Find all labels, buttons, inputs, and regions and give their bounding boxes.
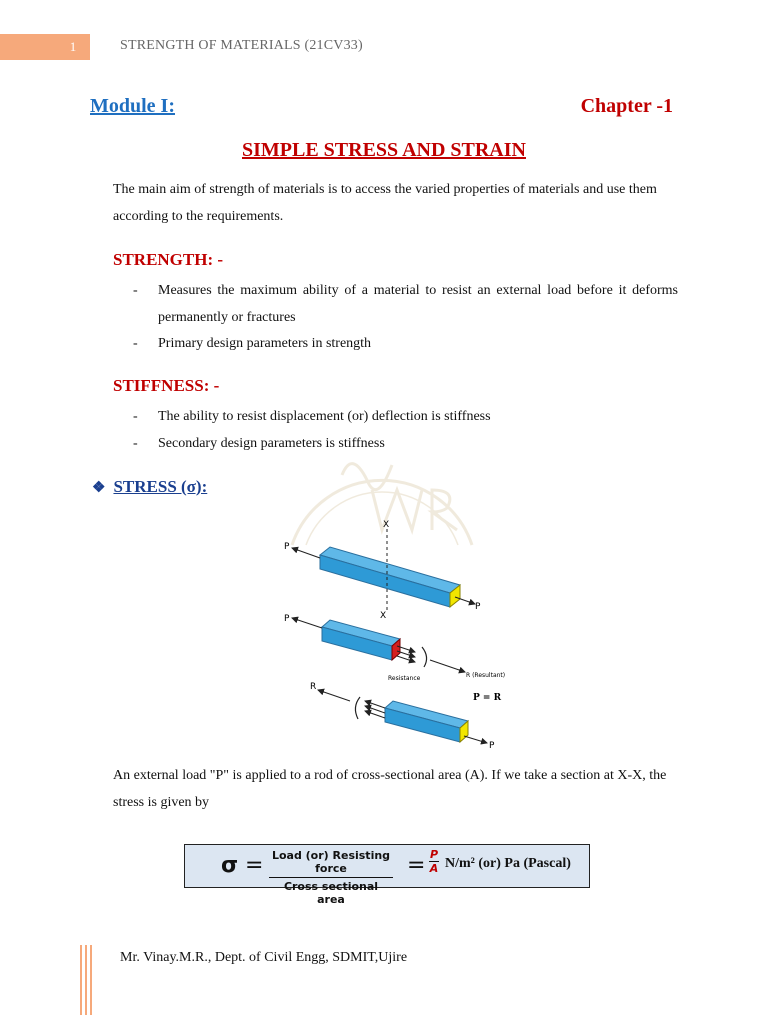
running-header: STRENGTH OF MATERIALS (21CV33) [120, 38, 363, 53]
formula-a: A [429, 862, 439, 875]
page-number: 1 [69, 39, 77, 54]
load-label-p4: P [489, 741, 495, 751]
strength-bullet-text-1: Measures the maximum ability of a material to resist an external load before it deforms permanently or fractures [158, 283, 678, 325]
diamond-bullet-icon: ❖ [92, 480, 106, 496]
stiffness-bullet-text-1: The ability to resist displacement (or) deflection is stiffness [158, 409, 491, 424]
resultant-label: R (Resultant) [466, 672, 506, 679]
strength-bullet-1 [133, 277, 678, 331]
footer-author: Mr. Vinay.M.R., Dept. of Civil Engg, SDMIT,Ujire [120, 950, 408, 965]
section-label-top: X [383, 520, 390, 530]
formula-units: N/m² (or) Pa (Pascal) [445, 856, 571, 871]
bullet-dash: - [133, 283, 138, 298]
formula-denominator: Cross sectional area [283, 880, 379, 906]
strength-bullet-2 [133, 330, 678, 357]
bullet-dash: - [133, 409, 138, 424]
strength-heading: STRENGTH: - [113, 250, 224, 269]
page-number-tab [0, 34, 90, 60]
formula-p: P [429, 848, 439, 861]
formula-fraction [269, 849, 393, 906]
stress-formula-box [184, 844, 590, 906]
stiffness-bullet-text-2: Secondary design parameters is stiffness [158, 436, 385, 451]
stress-diagram [270, 515, 530, 755]
footer-accent-bars [80, 945, 94, 1015]
load-label-p2: P [475, 602, 481, 612]
module-label: Module I: [90, 95, 175, 117]
stiffness-heading: STIFFNESS: - [113, 376, 220, 395]
stress-heading-label: STRESS (σ): [113, 477, 208, 496]
intro-paragraph: The main aim of strength of materials is to access the varied properties of materials and use them according to the requirements. [113, 182, 657, 224]
load-paragraph: An external load "P" is applied to a rod of cross-sectional area (A). If we take a section at X-X, the stress is given by [113, 768, 667, 810]
formula-equals-1: = [245, 853, 264, 878]
equation-label: P = R [473, 693, 502, 703]
section-label-bottom: X [380, 611, 387, 621]
page-title: SIMPLE STRESS AND STRAIN [242, 139, 526, 161]
resultant-label-r: R [310, 682, 317, 692]
bar-right-segment [385, 701, 468, 742]
resistance-label: Resistance [388, 675, 421, 682]
load-label-p3: P [284, 614, 290, 624]
formula-p-over-a [429, 848, 439, 875]
stress-heading [92, 477, 207, 497]
bullet-dash: - [133, 436, 138, 451]
formula-equals-2: = [407, 853, 426, 878]
bullet-dash: - [133, 336, 138, 351]
bar-full [320, 547, 460, 607]
bar-left-segment [322, 620, 400, 660]
load-label-p1: P [284, 542, 290, 552]
strength-bullet-text-2: Primary design parameters in strength [158, 336, 372, 351]
chapter-label: Chapter -1 [580, 95, 673, 117]
formula-numerator: Load (or) Resisting force [269, 849, 393, 878]
formula-sigma: σ [221, 853, 239, 878]
